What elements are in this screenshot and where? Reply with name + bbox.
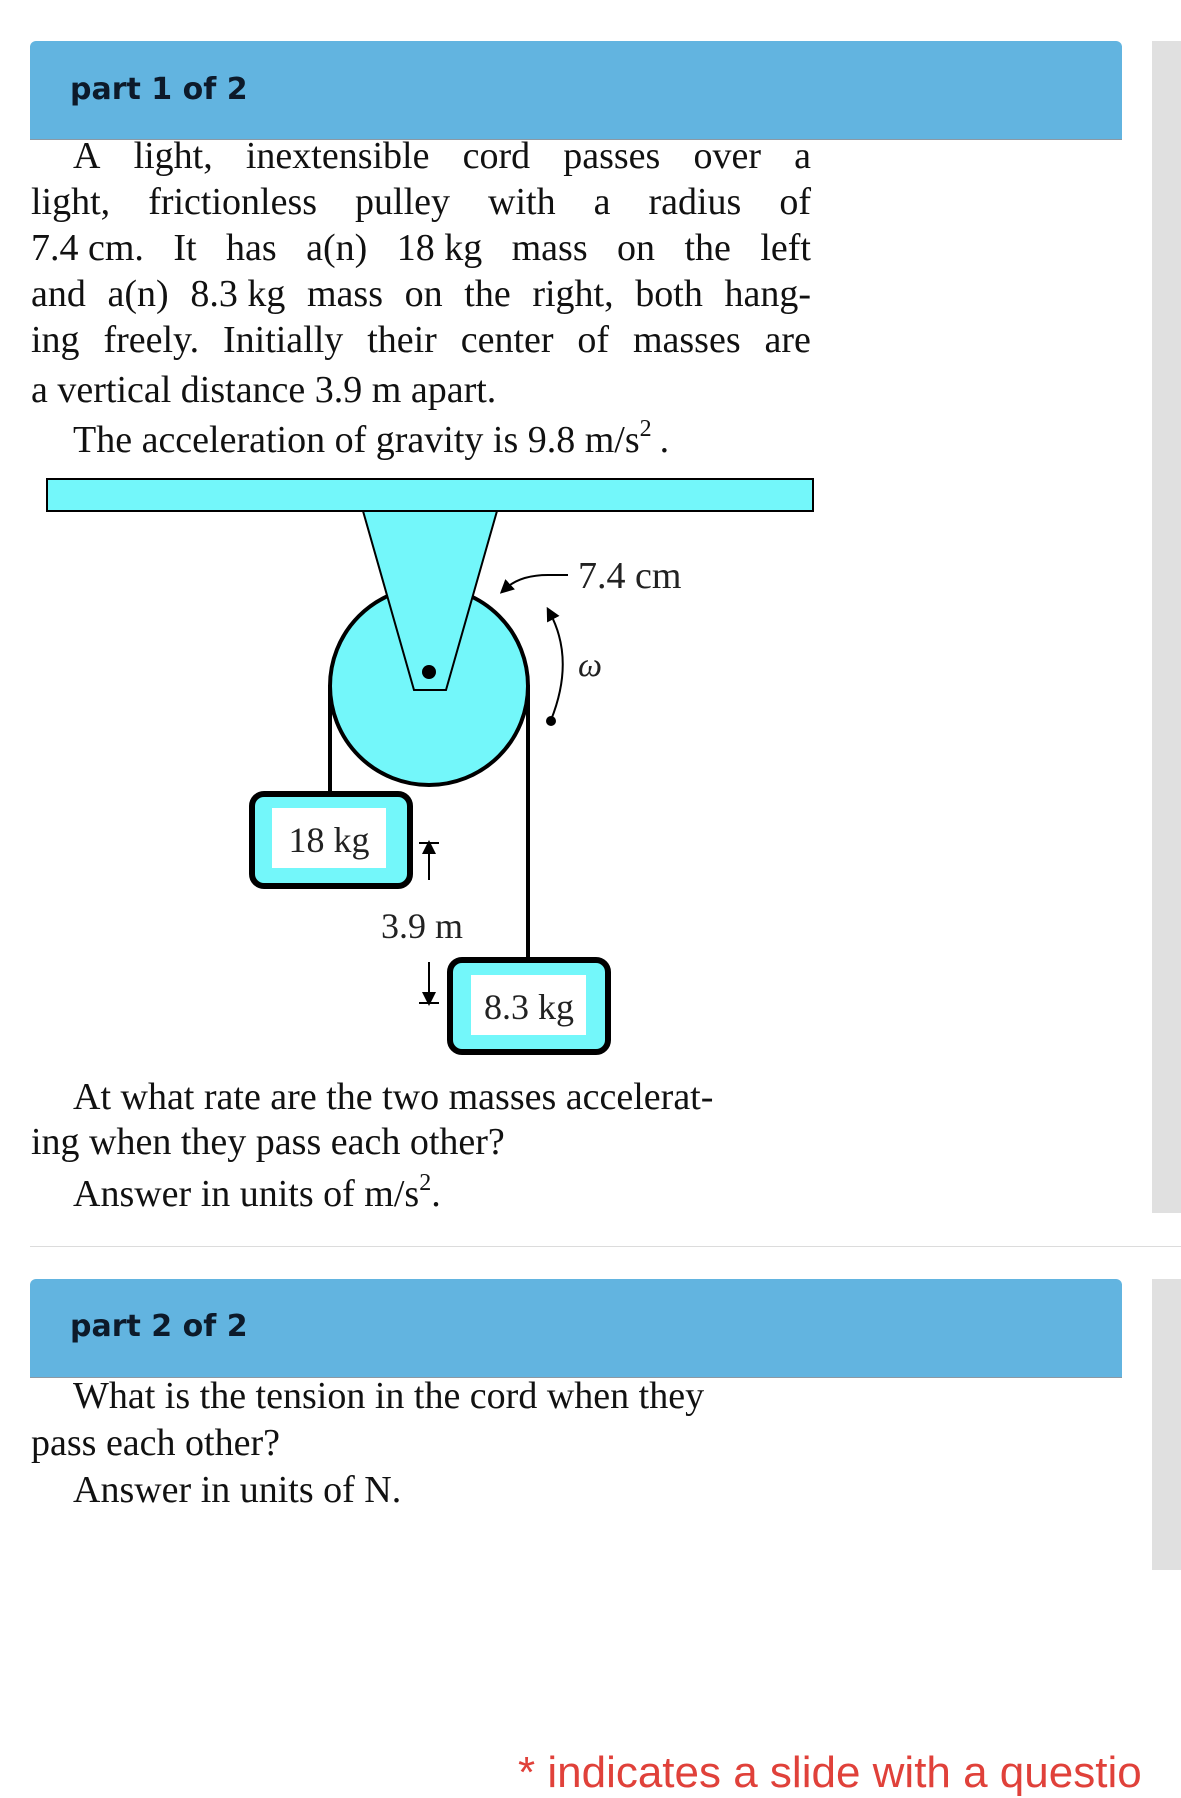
problem-word: has xyxy=(226,227,277,269)
problem-word: mass xyxy=(306,273,383,315)
problem-word: center xyxy=(460,319,554,361)
footer-note: * indicates a slide with a questio xyxy=(518,1748,1142,1797)
problem-word: light, xyxy=(133,135,213,177)
problem-word: It xyxy=(173,227,197,269)
problem-word: inextensible xyxy=(245,135,430,177)
part1-header-label: part 1 of 2 xyxy=(70,72,248,107)
problem-word: the xyxy=(684,227,731,269)
part2-question-line1: What is the tension in the cord when they xyxy=(73,1375,705,1417)
problem-word: their xyxy=(367,319,437,361)
problem-word: and xyxy=(31,273,86,315)
problem-word: on xyxy=(617,227,656,269)
part1-question-line2: ing when they pass each other? xyxy=(31,1121,505,1163)
problem-word: light, xyxy=(31,181,111,223)
problem-word: the xyxy=(464,273,511,315)
part1-problem-line xyxy=(31,183,811,221)
problem-word: a xyxy=(593,181,611,223)
problem-word: pulley xyxy=(355,181,451,223)
ceiling-beam xyxy=(47,479,813,511)
part1-last-line: a vertical distance 3.9 m apart. xyxy=(31,369,497,411)
part1-problem-line xyxy=(31,229,811,267)
part2-question-line2: pass each other? xyxy=(31,1422,280,1464)
problem-word: on xyxy=(404,273,443,315)
radius-label: 7.4 cm xyxy=(578,555,682,597)
pulley-figure xyxy=(0,470,900,1070)
part2-header xyxy=(30,1279,1122,1378)
part2-header-label: part 2 of 2 xyxy=(70,1309,248,1344)
part1-problem-line xyxy=(31,275,811,313)
right-mass-label: 8.3 kg xyxy=(484,987,574,1027)
problem-word: of xyxy=(779,181,811,223)
problem-word: hang- xyxy=(724,273,811,315)
part1-units-line: Answer in units of $m/s^2$. xyxy=(73,1170,441,1215)
part1-question-line1: At what rate are the two masses accelerat- xyxy=(73,1076,714,1118)
part1-problem-line xyxy=(31,321,811,359)
problem-word: 8.3 kg xyxy=(190,273,286,315)
problem-word: both xyxy=(635,273,703,315)
part2-side-panel xyxy=(1152,1279,1181,1570)
problem-word: cord xyxy=(462,135,531,177)
section-divider xyxy=(30,1246,1181,1247)
omega-label: ω xyxy=(578,647,603,684)
problem-word: with xyxy=(488,181,556,223)
problem-word: over xyxy=(693,135,761,177)
distance-label: 3.9 m xyxy=(381,906,464,946)
part1-header xyxy=(30,41,1122,140)
radius-leader xyxy=(505,575,568,589)
problem-word: are xyxy=(764,319,811,361)
problem-word: radius xyxy=(648,181,742,223)
problem-word: masses xyxy=(632,319,741,361)
part1-gravity-line: The acceleration of gravity is 9.8 $m/s^2$ . xyxy=(73,416,670,461)
problem-word: ing xyxy=(31,319,80,361)
left-mass-label: 18 kg xyxy=(288,820,370,860)
problem-word: mass xyxy=(511,227,588,269)
problem-word: a(n) xyxy=(107,273,169,315)
problem-word: 7.4 cm. xyxy=(31,227,144,269)
problem-word: frictionless xyxy=(148,181,318,223)
problem-word: Initially xyxy=(222,319,344,361)
part1-problem-line xyxy=(73,137,811,175)
problem-word: right, xyxy=(532,273,614,315)
problem-word: freely. xyxy=(103,319,200,361)
problem-word: of xyxy=(577,319,610,361)
problem-word: a(n) xyxy=(306,227,368,269)
omega-arrow xyxy=(550,613,563,720)
part1-side-panel xyxy=(1152,41,1181,1213)
problem-word: a xyxy=(794,135,811,177)
omega-arrow-tail xyxy=(546,716,556,726)
problem-word: 18 kg xyxy=(396,227,483,269)
problem-word: A xyxy=(73,135,101,177)
pulley-axle xyxy=(422,665,436,679)
problem-word: passes xyxy=(563,135,661,177)
part2-units-line: Answer in units of N. xyxy=(73,1469,402,1511)
problem-word: left xyxy=(760,227,811,269)
